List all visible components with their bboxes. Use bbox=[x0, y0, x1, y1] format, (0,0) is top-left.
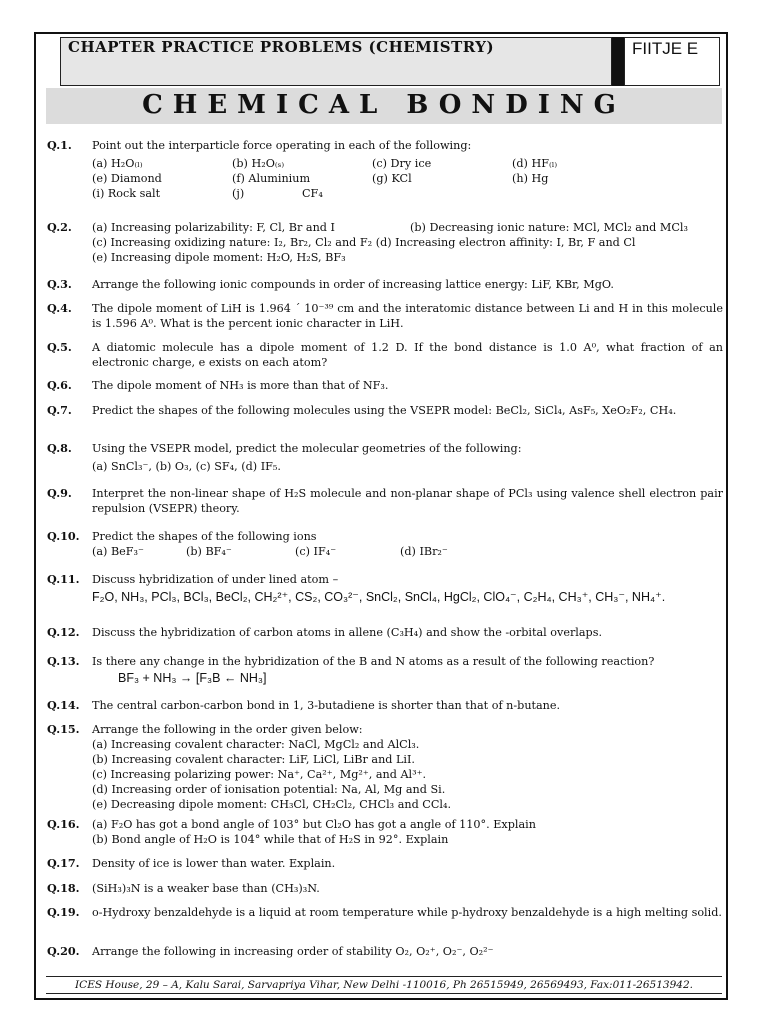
footer-address: ICES House, 29 – A, Kalu Sarai, Sarvapriya Vihar, New Delhi -110016, Ph 26515949, 26569493, Fax:011-26513942. bbox=[75, 979, 693, 991]
formula-list: F₂O, NH₃, PCl₃, BCl₃, BeCl₂, CH₂²⁺, CS₂, CO₃²⁻, SnCl₂, SnCl₄, HgCl₂, ClO₄⁻, C₂H₄, CH₃⁺, CH₃⁻, NH₄⁺. bbox=[92, 590, 666, 604]
option: (d) Increasing order of ionisation potential: Na, Al, Mg and Si. bbox=[92, 783, 446, 796]
question-number: Q.18. bbox=[47, 881, 80, 895]
question-4 bbox=[47, 301, 723, 331]
question-text: Discuss the hybridization of carbon atoms in allene (C₃H₄) and show the -orbital overlaps. bbox=[92, 626, 603, 639]
option: (a) SnCl₃⁻, (b) O₃, (c) SF₄, (d) IF₅. bbox=[92, 460, 281, 473]
question-18 bbox=[47, 881, 723, 896]
question-text: o-Hydroxy benzaldehyde is a liquid at room temperature while p-hydroxy benzaldehyde is a high melting solid. bbox=[92, 906, 722, 919]
question-number: Q.14. bbox=[47, 698, 80, 712]
option: (a) BeF₃⁻ bbox=[92, 545, 144, 558]
footer-rule-bottom bbox=[46, 993, 722, 994]
question-text: Arrange the following in the order given below: bbox=[92, 723, 363, 736]
question-text: Density of ice is lower than water. Explain. bbox=[92, 857, 336, 870]
question-14 bbox=[47, 698, 723, 713]
option: (d) IBr₂⁻ bbox=[400, 545, 448, 558]
option: (a) F₂O has got a bond angle of 103° but Cl₂O has got a angle of 110°. Explain bbox=[92, 818, 536, 831]
question-1 bbox=[47, 138, 723, 201]
question-6 bbox=[47, 378, 723, 393]
option: (c) IF₄⁻ bbox=[295, 545, 337, 558]
question-number: Q.17. bbox=[47, 856, 80, 870]
question-text: Arrange the following ionic compounds in order of increasing lattice energy: LiF, KBr, MgO. bbox=[92, 278, 614, 291]
question-9 bbox=[47, 486, 723, 516]
option: (b) H₂O₍ₛ₎ bbox=[232, 157, 285, 170]
question-number: Q.13. bbox=[47, 654, 80, 668]
question-text: Interpret the non-linear shape of H₂S molecule and non-planar shape of PCl₃ using valence shell electron pair repulsion (VSEPR) theory. bbox=[92, 487, 723, 515]
page-title: CHEMICAL BONDING bbox=[142, 90, 626, 120]
question-12 bbox=[47, 625, 723, 640]
question-text: Predict the shapes of the following molecules using the VSEPR model: BeCl₂, SiCl₄, AsF₅, XeO₂F₂, CH₄. bbox=[92, 404, 677, 417]
question-text: The central carbon-carbon bond in 1, 3-butadiene is shorter than that of n-butane. bbox=[92, 699, 561, 712]
question-number: Q.9. bbox=[47, 486, 72, 500]
question-number: Q.6. bbox=[47, 378, 72, 392]
footer-rule-top bbox=[46, 976, 722, 977]
option: (i) Rock salt bbox=[92, 187, 161, 200]
option: (b) Increasing covalent character: LiF, LiCl, LiBr and LiI. bbox=[92, 753, 415, 766]
option: (g) KCl bbox=[372, 172, 412, 185]
option: (a) Increasing covalent character: NaCl, MgCl₂ and AlCl₃. bbox=[92, 738, 420, 751]
question-text: Point out the interparticle force operating in each of the following: bbox=[92, 139, 472, 152]
question-2 bbox=[47, 220, 723, 265]
question-number: Q.7. bbox=[47, 403, 72, 417]
question-text: Is there any change in the hybridization of the B and N atoms as a result of the following reaction? bbox=[92, 655, 655, 668]
question-text: Arrange the following in increasing order of stability O₂, O₂⁺, O₂⁻, O₂²⁻ bbox=[92, 945, 494, 958]
header-divider bbox=[612, 37, 624, 86]
option: (b) BF₄⁻ bbox=[186, 545, 232, 558]
option: (j) bbox=[232, 187, 245, 200]
question-text: Predict the shapes of the following ions bbox=[92, 530, 317, 543]
option: (f) Aluminium bbox=[232, 172, 311, 185]
question-number: Q.11. bbox=[47, 572, 80, 586]
question-text: A diatomic molecule has a dipole moment of 1.2 D. If the bond distance is 1.0 A⁰, what fraction of an electronic charge, e exists on each atom? bbox=[92, 341, 723, 369]
question-16 bbox=[47, 817, 723, 847]
option: (e) Diamond bbox=[92, 172, 162, 185]
question-number: Q.10. bbox=[47, 529, 80, 543]
option: (e) Increasing dipole moment: H₂O, H₂S, BF₃ bbox=[92, 251, 346, 264]
question-5 bbox=[47, 340, 723, 370]
question-13 bbox=[47, 654, 723, 687]
option: (a) H₂O₍ₗ₎ bbox=[92, 157, 143, 170]
question-3 bbox=[47, 277, 723, 292]
question-text: (SiH₃)₃N is a weaker base than (CH₃)₃N. bbox=[92, 882, 320, 895]
option: (c) Increasing polarizing power: Na⁺, Ca²⁺, Mg²⁺, and Al³⁺. bbox=[92, 768, 427, 781]
question-number: Q.3. bbox=[47, 277, 72, 291]
question-19 bbox=[47, 905, 723, 920]
option: (c) Increasing oxidizing nature: I₂, Br₂, Cl₂ and F₂ (d) Increasing electron affinity: I, Br, F and Cl bbox=[92, 236, 636, 249]
question-number: Q.19. bbox=[47, 905, 80, 919]
question-7 bbox=[47, 403, 723, 418]
question-number: Q.20. bbox=[47, 944, 80, 958]
reaction-equation: BF₃ + NH₃ → [F₃B ← NH₃] bbox=[118, 671, 267, 685]
question-text: Discuss hybridization of under lined atom – bbox=[92, 573, 339, 586]
question-11 bbox=[47, 572, 723, 606]
option: (e) Decreasing dipole moment: CH₃Cl, CH₂Cl₂, CHCl₃ and CCl₄. bbox=[92, 798, 452, 811]
question-number: Q.12. bbox=[47, 625, 80, 639]
question-text: Using the VSEPR model, predict the molecular geometries of the following: bbox=[92, 442, 522, 455]
option: (a) Increasing polarizability: F, Cl, Br and I bbox=[92, 221, 335, 234]
option: (b) Bond angle of H₂O is 104° while that of H₂S in 92°. Explain bbox=[92, 833, 449, 846]
question-8 bbox=[47, 441, 723, 474]
question-number: Q.1. bbox=[47, 138, 72, 152]
question-number: Q.16. bbox=[47, 817, 80, 831]
question-text: The dipole moment of LiH is 1.964 ´ 10⁻³⁹ cm and the interatomic distance between Li and H in this molecule is 1.596 A⁰. What is the percent ionic character in LiH. bbox=[92, 302, 723, 330]
question-17 bbox=[47, 856, 723, 871]
option: (c) Dry ice bbox=[372, 157, 432, 170]
option: (b) Decreasing ionic nature: MCl, MCl₂ and MCl₃ bbox=[410, 221, 688, 234]
question-number: Q.15. bbox=[47, 722, 80, 736]
question-15 bbox=[47, 722, 723, 812]
question-number: Q.5. bbox=[47, 340, 72, 354]
question-20 bbox=[47, 944, 723, 959]
option: (d) HF₍ₗ₎ bbox=[512, 157, 558, 170]
brand-label: FIITJE E bbox=[632, 39, 699, 58]
option: (h) Hg bbox=[512, 172, 549, 185]
question-text: The dipole moment of NH₃ is more than that of NF₃. bbox=[92, 379, 389, 392]
question-10 bbox=[47, 529, 723, 559]
question-number: Q.2. bbox=[47, 220, 72, 234]
question-number: Q.4. bbox=[47, 301, 72, 315]
option: CF₄ bbox=[302, 187, 323, 200]
question-number: Q.8. bbox=[47, 441, 72, 455]
header-title: CHAPTER PRACTICE PROBLEMS (CHEMISTRY) bbox=[68, 38, 495, 56]
